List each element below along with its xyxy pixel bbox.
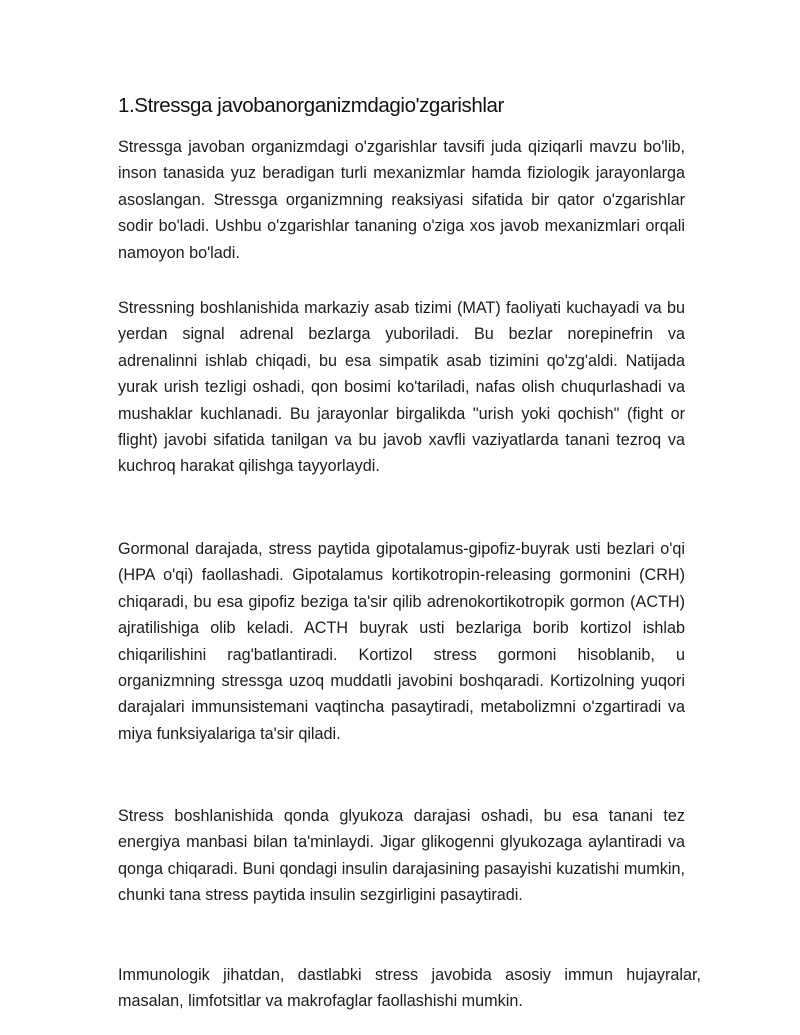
paragraph-glucose: Stress boshlanishida qonda glyukoza darajasi oshadi, bu esa tanani tez energiya manbasi bilan ta'minlaydi. Jigar glikogenni glyukozaga aylantiradi va qonga chiqaradi. Buni qondagi insulin darajasining pasayishi kuzatishi mumkin, chunki tana stress paytida insulin sezgirligini pasaytiradi. xyxy=(118,807,685,905)
paragraph-intro: Stressga javoban organizmdagi o'zgarishlar tavsifi juda qiziqarli mavzu bo'lib, inson tanasida yuz beradigan turli mexanizmlar hamda fiziologik jarayonlarga asoslangan. Stressga organizmning reaksiyasi sifatida bir qator o'zgarishlar sodir bo'ladi. Ushbu o'zgarishlar tananing o'ziga xos javob mexanizmlari orqali namoyon bo'ladi. xyxy=(118,138,685,262)
paragraph-hormonal: Gormonal darajada, stress paytida gipotalamus-gipofiz-buyrak usti bezlari o'qi (HPA o'qi) faollashadi. Gipotalamus kortikotropin-releasing gormonini (CRH) chiqaradi, bu esa gipofiz beziga ta'sir qilib adrenokortikotropik gormon (ACTH) ajratilishiga olib keladi. ACTH buyrak usti bezlariga borib kortizol ishlab chiqarilishini rag'batlantiradi. Kortizol stress gormoni hisoblanib, u organizmning stressga uzoq muddatli javobini boshqaradi. Kortizolning yuqori darajalari immunsistemani vaqtincha pasaytiradi, metabolizmni o'zgartiradi va miya funksiyalariga ta'sir qiladi. xyxy=(118,540,685,743)
paragraph-nervous-system: Stressning boshlanishida markaziy asab tizimi (MAT) faoliyati kuchayadi va bu yerdan signal adrenal bezlarga yuboriladi. Bu bezlar norepinefrin va adrenalinni ishlab chiqadi, bu esa simpatik asab tizimini qo'zg'aldi. Natijada yurak urish tezligi oshadi, qon bosimi ko'tariladi, nafas olish chuqurlashadi va mushaklar kuchlanadi. Bu jarayonlar birgalikda "urish yoki qochish" (fight or flight) javobi sifatida tanilgan va bu javob xavfli vaziyatlarda tanani tezroq va kuchroq harakat qilishga tayyorlaydi. xyxy=(118,299,685,476)
paragraph-immunology: Immunologik jihatdan, dastlabki stress javobida asosiy immun hujayralar, masalan, limfotsitlar va makrofaglar faollashishi mumkin. xyxy=(118,966,701,1011)
section-heading: 1.Stressga javobanorganizmdagio'zgarishlar xyxy=(118,94,504,117)
